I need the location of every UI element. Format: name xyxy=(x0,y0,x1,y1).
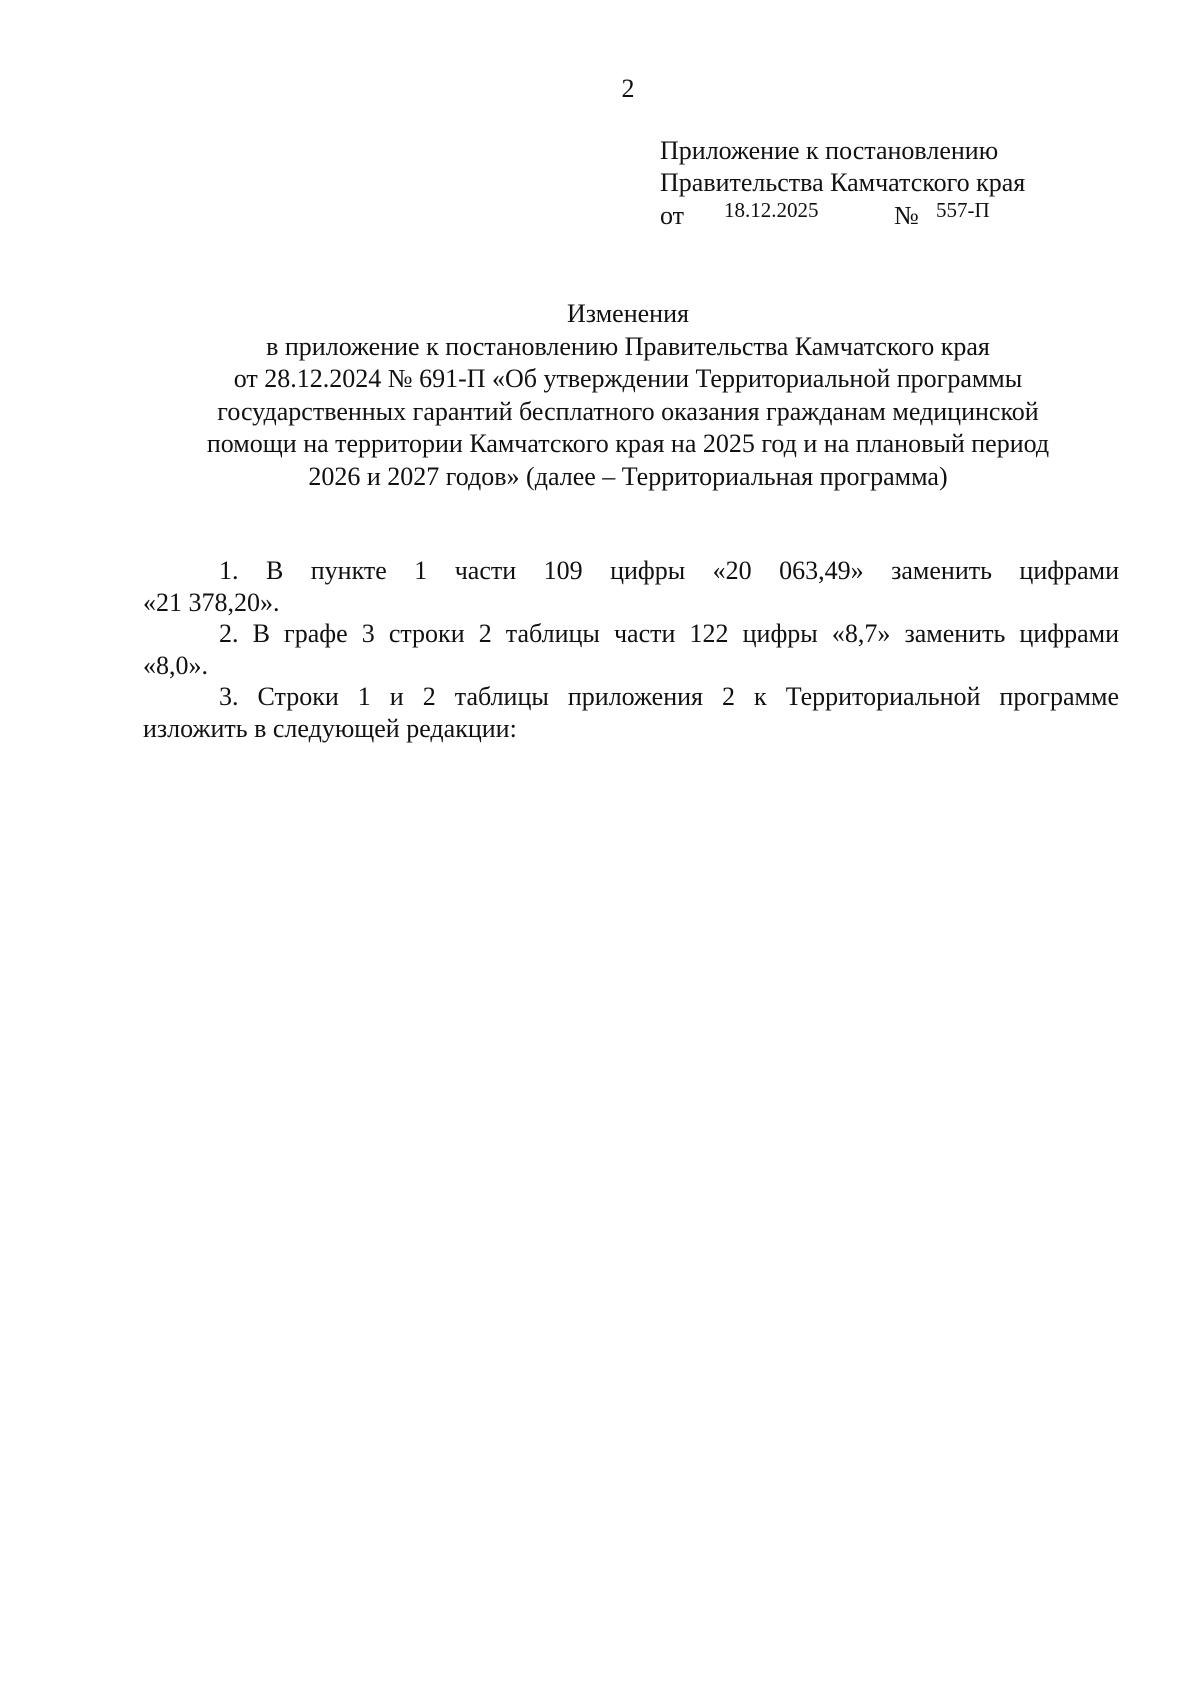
document-body xyxy=(143,555,1119,744)
amendment-item-1 xyxy=(143,555,1119,618)
appendix-block xyxy=(660,135,1025,199)
item-2-continuation: «8,0». xyxy=(143,650,208,680)
item-3-continuation: изложить в следующей редакции: xyxy=(143,713,517,743)
decree-number: 557-П xyxy=(936,198,990,222)
heading-line-2: от 28.12.2024 № 691-П «Об утверждении Территориальной программы xyxy=(233,364,1023,393)
page-number: 2 xyxy=(621,74,635,103)
amendment-item-3 xyxy=(143,681,1119,744)
heading-title: Изменения xyxy=(567,299,689,328)
number-label: № xyxy=(894,201,919,230)
appendix-meta xyxy=(660,198,1060,228)
appendix-line-1: Приложение к постановлению xyxy=(660,136,999,165)
appendix-line-2: Правительства Камчатского края xyxy=(660,168,1026,197)
item-1-first-line: 1. В пункте 1 части 109 цифры «20 063,49» заменить цифрами xyxy=(219,556,1119,585)
item-1-continuation: «21 378,20». xyxy=(143,587,280,617)
heading-line-3: государственных гарантий бесплатного оказания гражданам медицинской xyxy=(217,396,1039,426)
item-2-first-line: 2. В графе 3 строки 2 таблицы части 122 цифры «8,7» заменить цифрами xyxy=(219,619,1119,648)
heading-line-5: 2026 и 2027 годов» (далее – Территориальная программа) xyxy=(308,461,948,491)
from-label: от xyxy=(660,201,685,230)
amendment-item-2 xyxy=(143,618,1119,681)
item-3-first-line: 3. Строки 1 и 2 таблицы приложения 2 к Территориальной программе xyxy=(219,682,1119,711)
decree-date: 18.12.2025 xyxy=(724,198,819,222)
document-heading xyxy=(130,298,1126,493)
heading-line-4: помощи на территории Камчатского края на 2025 год и на плановый период xyxy=(206,429,1050,458)
heading-line-1: в приложение к постановлению Правительства Камчатского края xyxy=(266,331,990,361)
